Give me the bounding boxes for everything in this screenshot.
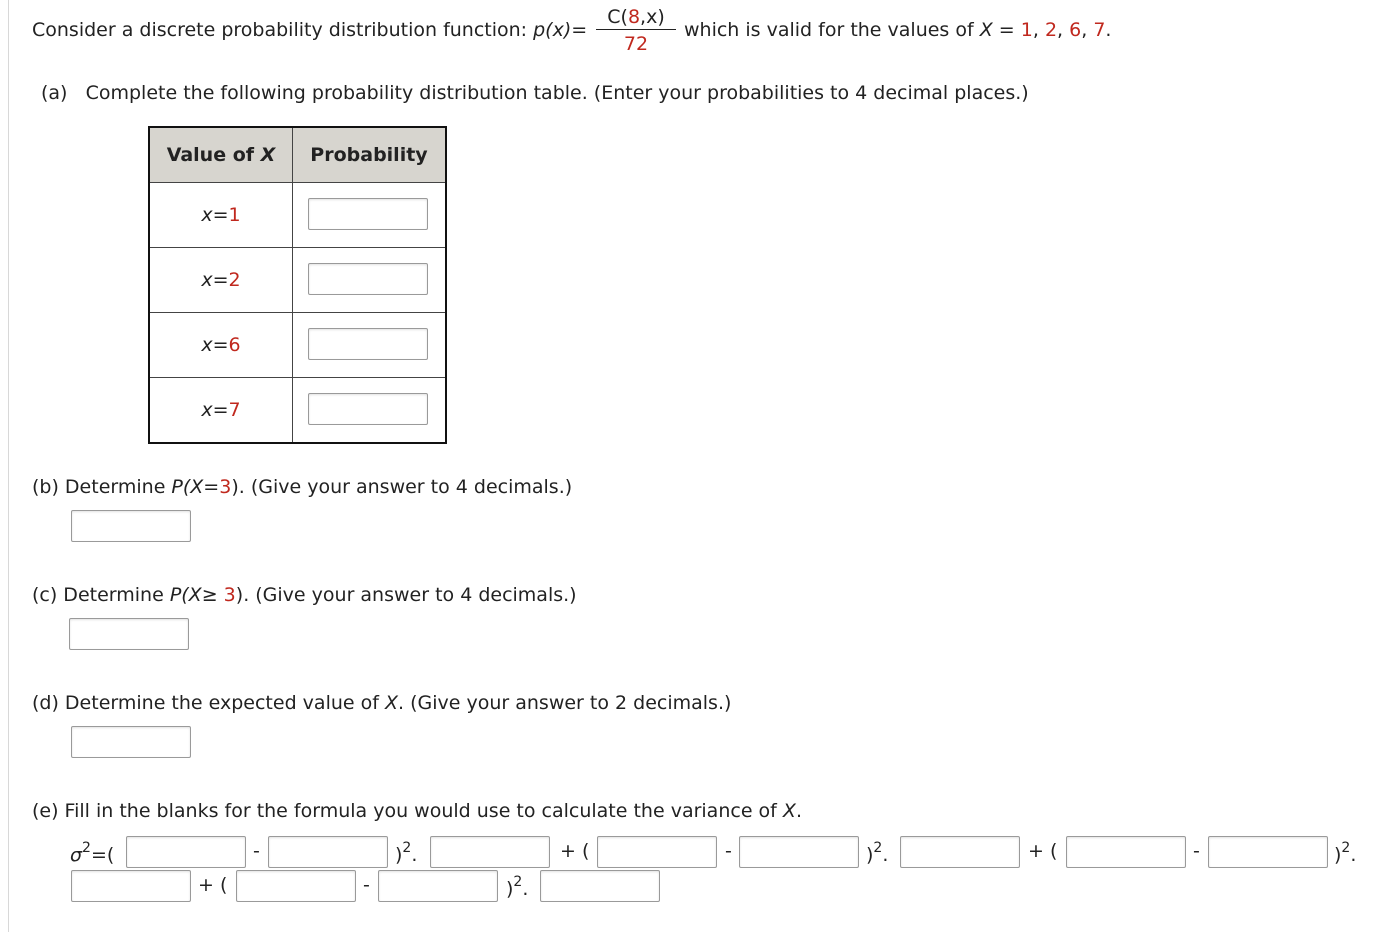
valid-value-4: 7 [1093, 19, 1106, 41]
squared-close: )$^2$. [395, 840, 418, 866]
table-row [149, 378, 446, 444]
probability-cell [293, 378, 447, 444]
plus-open: + ( [560, 840, 590, 862]
table-row [149, 313, 446, 378]
part-e-question: (e) Fill in the blanks for the formula you would use to calculate the variance of X. [32, 800, 802, 822]
x-value-cell: x=7 [149, 378, 293, 444]
part-d-question: (d) Determine the expected value of X. (Give your answer to 2 decimals.) [32, 692, 732, 714]
squared-close: )$^2$. [506, 874, 529, 900]
x-value-cell: x=1 [149, 183, 293, 248]
plus-open: + ( [1028, 840, 1058, 862]
intro-fraction [596, 6, 676, 56]
col-header-probability: Probability [293, 127, 447, 183]
minus-sign: - [253, 840, 260, 862]
variance-p4-input[interactable] [540, 870, 660, 902]
variance-mean-input-1[interactable] [268, 836, 388, 868]
left-border [8, 0, 9, 932]
variance-mean-input-4[interactable] [378, 870, 498, 902]
squared-close: )$^2$. [866, 840, 889, 866]
variance-p1-input[interactable] [430, 836, 550, 868]
part-c-answer-input[interactable] [69, 618, 189, 650]
variance-p3-input[interactable] [71, 870, 191, 902]
part-b-question: (b) Determine P(X=3). (Give your answer to 4 decimals.) [32, 476, 573, 498]
x-value-cell: x=2 [149, 248, 293, 313]
part-b-answer-input[interactable] [71, 510, 191, 542]
table-row [149, 183, 446, 248]
intro-text [32, 19, 587, 41]
part-d-answer-input[interactable] [71, 726, 191, 758]
valid-value-3: 6 [1069, 19, 1082, 41]
col-header-value: Value of X [149, 127, 293, 183]
table-row [149, 248, 446, 313]
variance-p2-input[interactable] [900, 836, 1020, 868]
plus-open: + ( [198, 874, 228, 896]
part-a-label: (a) [41, 82, 68, 104]
minus-sign: - [363, 874, 370, 896]
probability-input-x2[interactable] [308, 263, 428, 295]
probability-cell [293, 313, 447, 378]
table-header-row [149, 127, 446, 183]
intro-valid-text: which is valid for the values of X = 1, 2, 6, 7. [684, 19, 1112, 41]
part-a-question [41, 82, 1029, 104]
part-c-question: (c) Determine P(X≥ 3). (Give your answer to 4 decimals.) [32, 584, 577, 606]
probability-input-x6[interactable] [308, 328, 428, 360]
probability-table [148, 126, 447, 444]
intro-func: p(x) [533, 19, 572, 41]
minus-sign: - [1193, 840, 1200, 862]
fraction-numerator: C(8,x) [596, 6, 676, 30]
valid-value-2: 2 [1044, 19, 1058, 41]
part-a-text: Complete the following probability distribution table. (Enter your probabilities to 4 decimal places.) [85, 82, 1029, 104]
probability-input-x7[interactable] [308, 393, 428, 425]
variance-x3-input[interactable] [1066, 836, 1186, 868]
valid-value-1: 1 [1020, 19, 1033, 41]
variance-mean-input-2[interactable] [739, 836, 859, 868]
variance-x4-input[interactable] [236, 870, 356, 902]
variance-mean-input-3[interactable] [1208, 836, 1328, 868]
fraction-denominator: 72 [623, 33, 649, 55]
variance-x1-input[interactable] [126, 836, 246, 868]
probability-input-x1[interactable] [308, 198, 428, 230]
x-value-cell: x=6 [149, 313, 293, 378]
variance-x2-input[interactable] [597, 836, 717, 868]
minus-sign: - [725, 840, 732, 862]
probability-cell [293, 183, 447, 248]
variance-sigma-label: $\sigma^2=$( [70, 840, 115, 866]
intro-equals: = [571, 19, 588, 41]
fraction-n-value: 8 [627, 6, 641, 28]
squared-close: )$^2$. [1334, 840, 1357, 866]
probability-cell [293, 248, 447, 313]
intro-prefix: Consider a discrete probability distribution function: [32, 19, 534, 41]
